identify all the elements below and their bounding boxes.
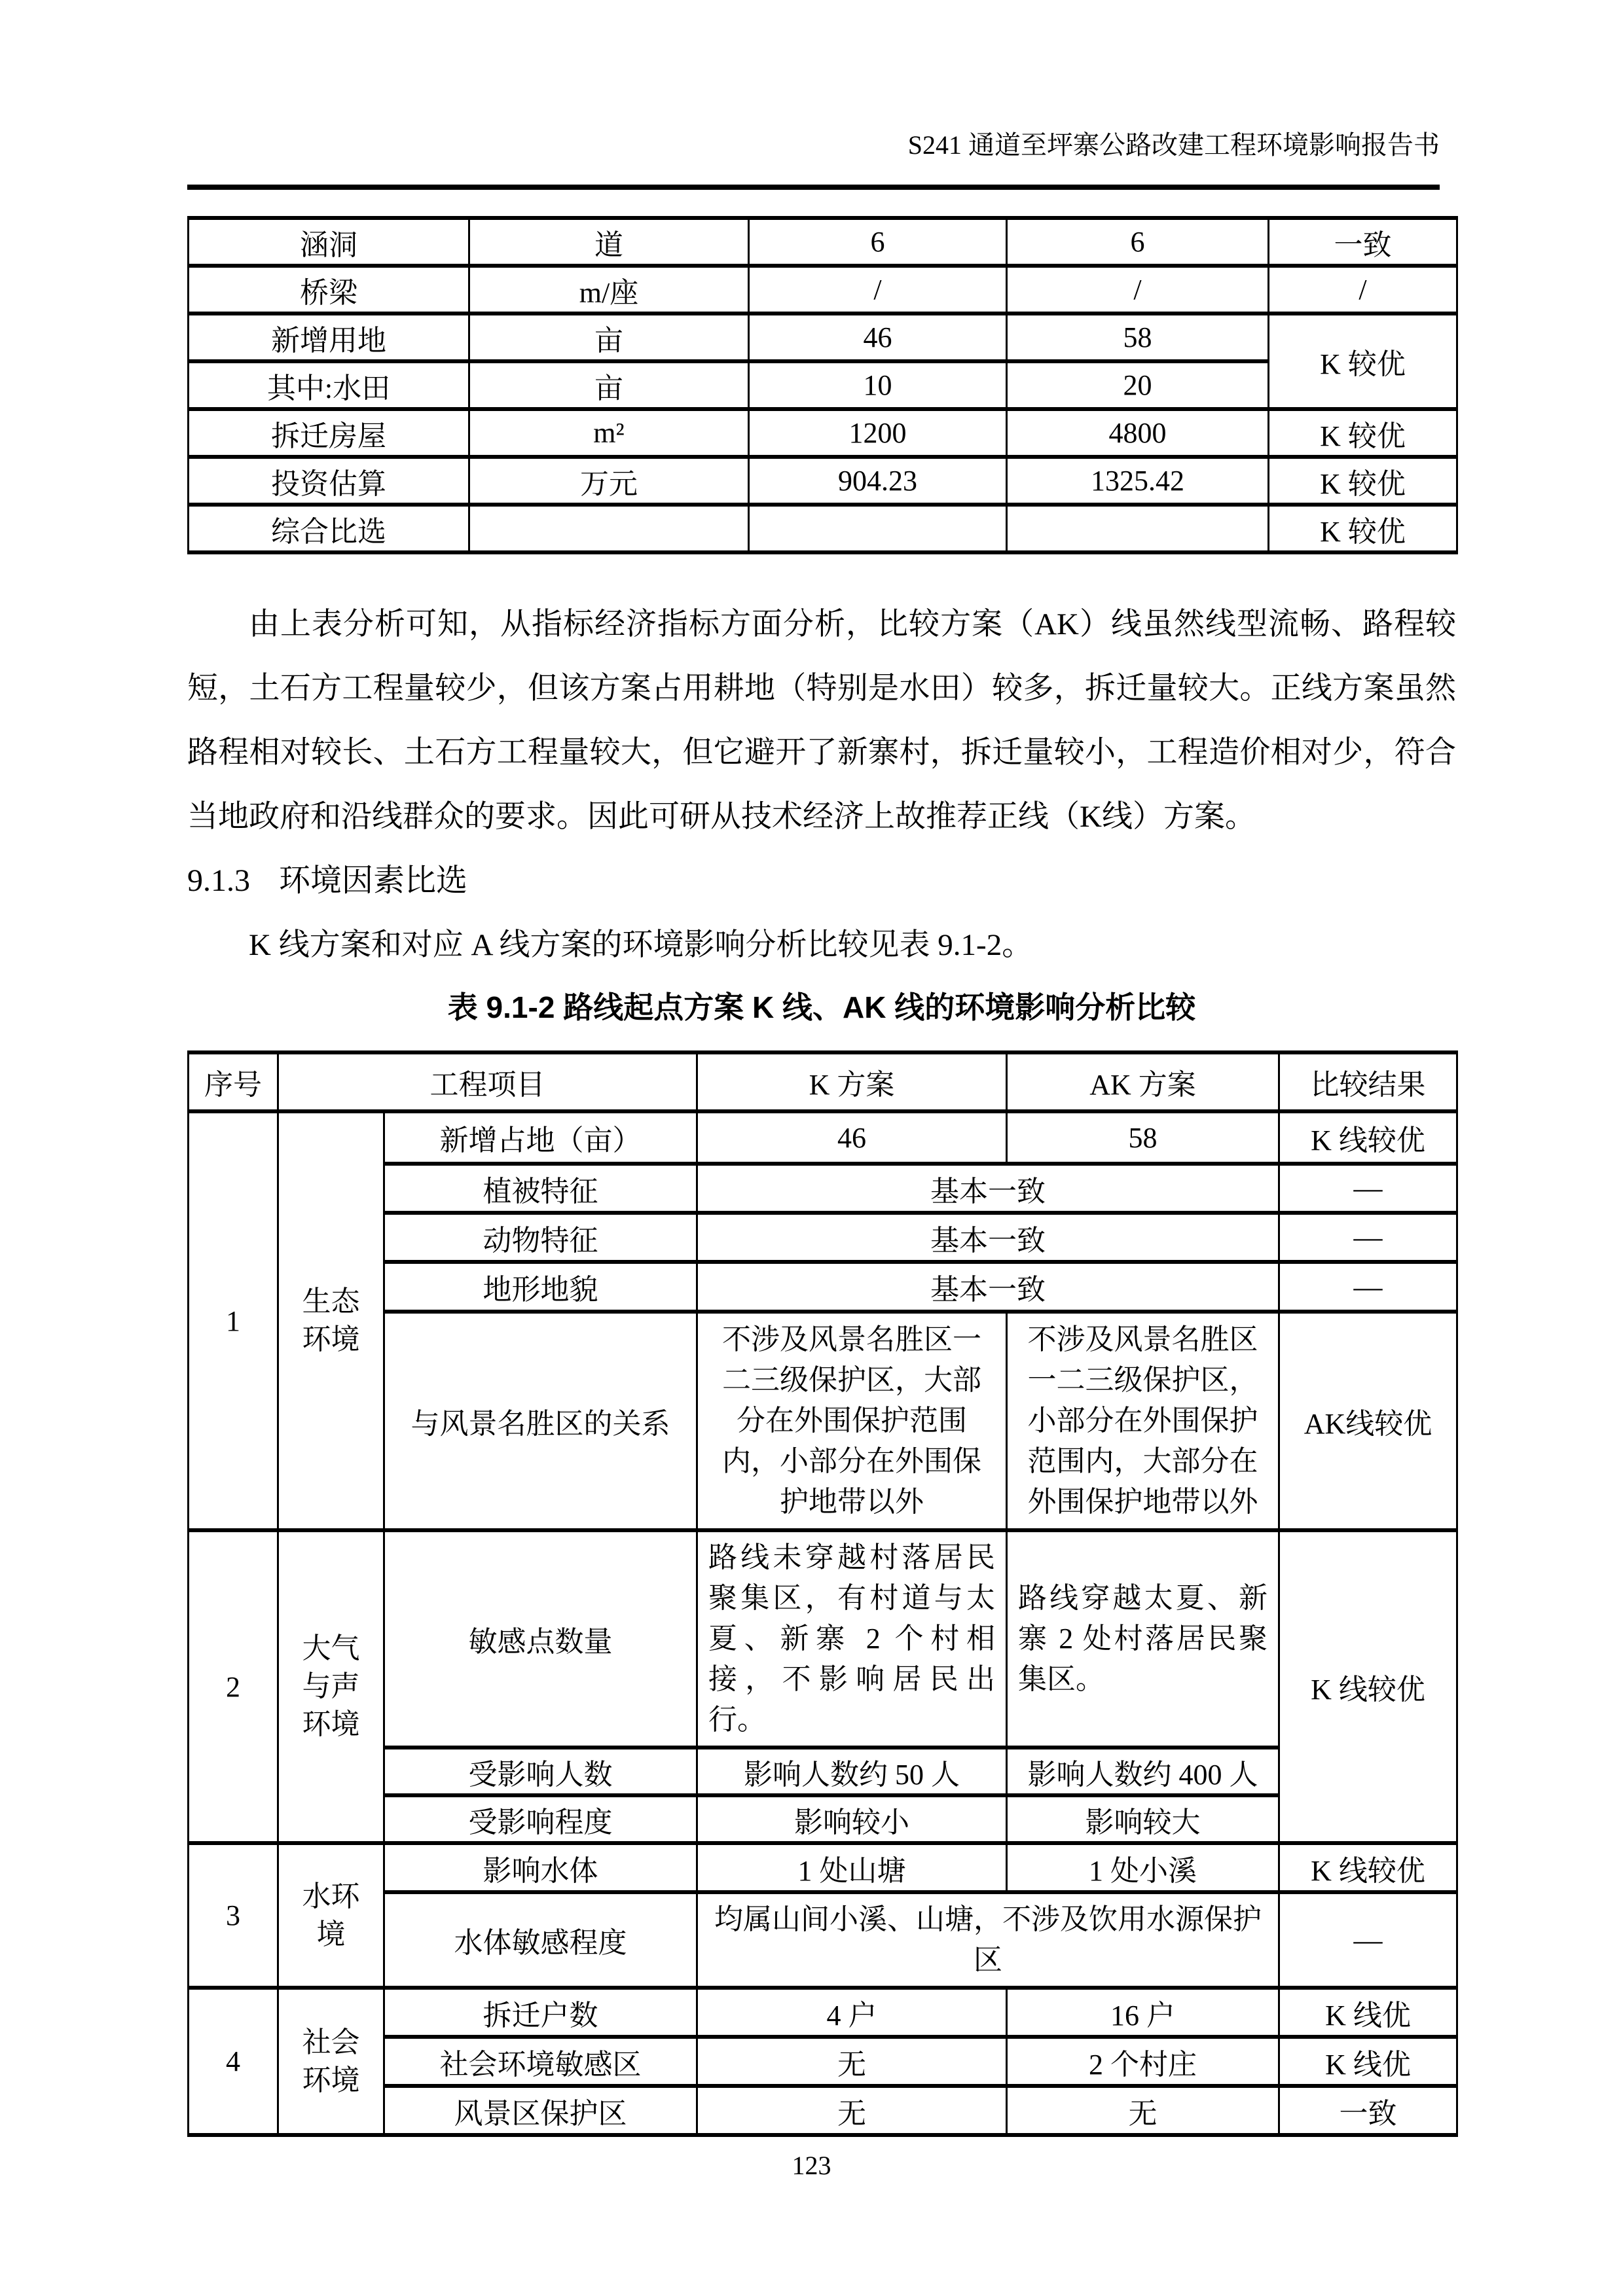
cell-unit: 道	[469, 218, 749, 266]
cell-result: K 较优	[1269, 505, 1457, 552]
cell-k-value: 1200	[749, 409, 1007, 457]
cell-result: —	[1279, 1892, 1457, 1988]
group-number: 1	[189, 1111, 278, 1530]
cell-unit	[469, 505, 749, 552]
cell-item: 投资估算	[189, 457, 469, 505]
cell-item: 地形地貌	[384, 1262, 697, 1312]
header-title: S241 通道至坪寨公路改建工程环境影响报告书	[907, 130, 1440, 160]
cell-item: 新增占地（亩）	[384, 1111, 697, 1164]
cell-ak-value: 58	[1007, 314, 1269, 361]
cell-unit: 万元	[469, 457, 749, 505]
cell-ak-value: 1 处小溪	[1007, 1843, 1279, 1892]
table-row	[189, 1111, 1457, 1164]
cell-item: 其中:水田	[189, 361, 469, 409]
table-row	[189, 457, 1457, 505]
table-row	[189, 1988, 1457, 2037]
document-header	[187, 129, 1440, 190]
cell-item: 涵洞	[189, 218, 469, 266]
cell-ak-value: 不涉及风景名胜区一二三级保护区，小部分在外围保护范围内，大部分在外围保护地带以外	[1007, 1312, 1279, 1530]
cell-ak-value	[1007, 505, 1269, 552]
cell-result: K 较优	[1269, 314, 1457, 409]
economic-indicator-table	[187, 216, 1458, 554]
cell-k-value: 46	[749, 314, 1007, 361]
cell-result: —	[1279, 1262, 1457, 1312]
header-k: K 方案	[697, 1052, 1007, 1111]
table-row	[189, 266, 1457, 314]
cell-item: 风景区保护区	[384, 2086, 697, 2135]
header-item: 工程项目	[278, 1052, 697, 1111]
cell-result: 一致	[1279, 2086, 1457, 2135]
page-content	[187, 0, 1456, 2137]
cell-item: 植被特征	[384, 1164, 697, 1213]
cell-unit: 亩	[469, 314, 749, 361]
cell-item: 受影响程度	[384, 1795, 697, 1843]
cell-result: AK线较优	[1279, 1312, 1457, 1530]
cell-ak-value: 4800	[1007, 409, 1269, 457]
cell-result: —	[1279, 1164, 1457, 1213]
group-number: 2	[189, 1530, 278, 1843]
cell-merged-value: 基本一致	[697, 1213, 1279, 1262]
cell-result: 一致	[1269, 218, 1457, 266]
section-heading	[187, 849, 1456, 913]
cell-k-value: 路线未穿越村落居民聚集区，有村道与太夏、新寨 2 个村相接，不影响居民出行。	[697, 1530, 1007, 1748]
cell-ak-value: 影响人数约 400 人	[1007, 1748, 1279, 1795]
cell-unit: m/座	[469, 266, 749, 314]
cell-result: —	[1279, 1213, 1457, 1262]
table-row	[189, 505, 1457, 552]
table-caption: 表 9.1-2 路线起点方案 K 线、AK 线的环境影响分析比较	[447, 990, 1196, 1024]
group-number: 4	[189, 1988, 278, 2135]
cell-k-value: /	[749, 266, 1007, 314]
analysis-paragraph: 由上表分析可知，从指标经济指标方面分析，比较方案（AK）线虽然线型流畅、路程较短，土石方工程量较少，但该方案占用耕地（特别是水田）较多，拆迁量较大。正线方案虽然路程相对较长、土石方工程量较大，但它避开了新寨村，拆迁量较小，工程造价相对少，符合当地政府和沿线群众的要求。因此可研从技术经济上故推荐正线（K线）方案。	[187, 607, 1456, 834]
group-category: 水环境	[278, 1843, 384, 1988]
section-number: 9.1.3	[187, 863, 250, 898]
cell-k-value: 无	[697, 2086, 1007, 2135]
table-header-row	[189, 1052, 1457, 1111]
cell-k-value: 4 户	[697, 1988, 1007, 2037]
cell-item: 受影响人数	[384, 1748, 697, 1795]
cell-k-value: 904.23	[749, 457, 1007, 505]
group-category: 大气与声环境	[278, 1530, 384, 1843]
cell-result: K 较优	[1269, 457, 1457, 505]
cell-ak-value: 20	[1007, 361, 1269, 409]
cell-result: K 线较优	[1279, 1530, 1457, 1843]
intro-paragraph: K 线方案和对应 A 线方案的环境影响分析比较见表 9.1-2。	[249, 928, 1033, 962]
cell-result: K 线优	[1279, 2037, 1457, 2086]
page-number: 123	[792, 2151, 831, 2180]
cell-ak-value: 路线穿越太夏、新寨 2 处村落居民聚集区。	[1007, 1530, 1279, 1748]
group-category: 生态环境	[278, 1111, 384, 1530]
cell-ak-value: 6	[1007, 218, 1269, 266]
cell-item: 影响水体	[384, 1843, 697, 1892]
cell-k-value: 影响较小	[697, 1795, 1007, 1843]
cell-unit: 亩	[469, 361, 749, 409]
group-category: 社会环境	[278, 1988, 384, 2135]
cell-k-value: 1 处山塘	[697, 1843, 1007, 1892]
cell-k-value: 影响人数约 50 人	[697, 1748, 1007, 1795]
cell-item: 桥梁	[189, 266, 469, 314]
header-rule	[187, 185, 1440, 190]
cell-result: K 线优	[1279, 1988, 1457, 2037]
table-row	[189, 314, 1457, 361]
cell-ak-value: 无	[1007, 2086, 1279, 2135]
cell-result: K 较优	[1269, 409, 1457, 457]
cell-item: 拆迁户数	[384, 1988, 697, 2037]
cell-item: 水体敏感程度	[384, 1892, 697, 1988]
table-row	[189, 218, 1457, 266]
cell-result: K 线较优	[1279, 1111, 1457, 1164]
cell-ak-value: 16 户	[1007, 1988, 1279, 2037]
environment-comparison-table	[187, 1050, 1458, 2137]
cell-merged-value: 均属山间小溪、山塘，不涉及饮用水源保护区	[697, 1892, 1279, 1988]
cell-item: 社会环境敏感区	[384, 2037, 697, 2086]
cell-ak-value: /	[1007, 266, 1269, 314]
cell-k-value: 46	[697, 1111, 1007, 1164]
cell-merged-value: 基本一致	[697, 1164, 1279, 1213]
cell-unit: m²	[469, 409, 749, 457]
table-row	[189, 1843, 1457, 1892]
cell-merged-value: 基本一致	[697, 1262, 1279, 1312]
cell-k-value: 不涉及风景名胜区一二三级保护区，大部分在外围保护范围内，小部分在外围保护地带以外	[697, 1312, 1007, 1530]
header-ak: AK 方案	[1007, 1052, 1279, 1111]
header-no: 序号	[189, 1052, 278, 1111]
cell-k-value: 10	[749, 361, 1007, 409]
cell-k-value: 6	[749, 218, 1007, 266]
cell-item: 综合比选	[189, 505, 469, 552]
cell-result: K 线较优	[1279, 1843, 1457, 1892]
table-row	[189, 1530, 1457, 1748]
cell-item: 敏感点数量	[384, 1530, 697, 1748]
group-number: 3	[189, 1843, 278, 1988]
cell-item: 新增用地	[189, 314, 469, 361]
table-row	[189, 361, 1457, 409]
cell-ak-value: 2 个村庄	[1007, 2037, 1279, 2086]
cell-item: 动物特征	[384, 1213, 697, 1262]
cell-item: 与风景名胜区的关系	[384, 1312, 697, 1530]
cell-k-value: 无	[697, 2037, 1007, 2086]
cell-ak-value: 1325.42	[1007, 457, 1269, 505]
cell-k-value	[749, 505, 1007, 552]
cell-result: /	[1269, 266, 1457, 314]
cell-item: 拆迁房屋	[189, 409, 469, 457]
table-row	[189, 409, 1457, 457]
section-title: 环境因素比选	[279, 863, 468, 898]
cell-ak-value: 影响较大	[1007, 1795, 1279, 1843]
header-result: 比较结果	[1279, 1052, 1457, 1111]
cell-ak-value: 58	[1007, 1111, 1279, 1164]
